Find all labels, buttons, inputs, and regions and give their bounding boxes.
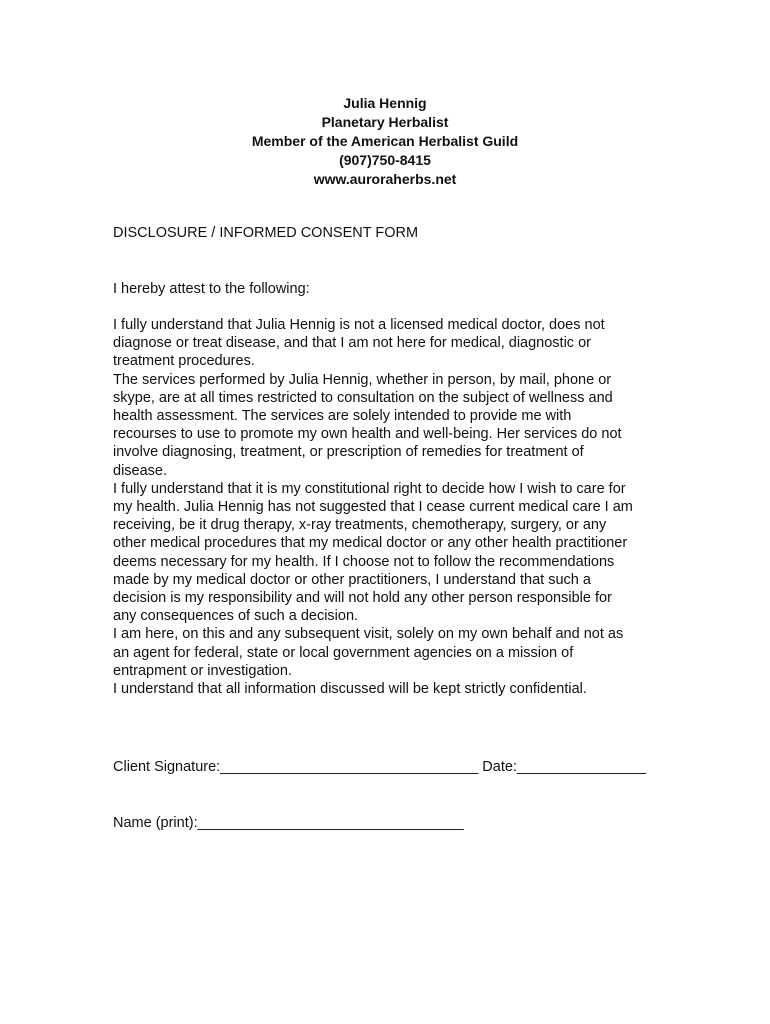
body-line: I fully understand that it is my constitutional right to decide how I wish to care for (113, 480, 626, 497)
body-line: made by my medical doctor or other practitioners, I understand that such a (113, 571, 591, 588)
body-line: I understand that all information discussed will be kept strictly confidential. (113, 681, 587, 698)
body-line: recourses to use to promote my own health and well-being. Her services do not (113, 426, 622, 443)
body-line: decision is my responsibility and will not hold any other person responsible for (113, 590, 612, 607)
attestation-intro: I hereby attest to the following: (113, 281, 310, 297)
body-line: The services performed by Julia Hennig, whether in person, by mail, phone or (113, 371, 612, 388)
body-line: diagnose or treat disease, and that I am not here for medical, diagnostic or (113, 335, 591, 352)
body-line: I am here, on this and any subsequent visit, solely on my own behalf and not as (113, 626, 624, 643)
website-url: www.auroraherbs.net (313, 171, 457, 187)
body-line: any consequences of such a decision. (113, 608, 359, 625)
body-line: treatment procedures. (113, 353, 255, 370)
body-line: skype, are at all times restricted to consultation on the subject of wellness and (113, 389, 613, 406)
date-field[interactable]: Date:________________ (482, 759, 646, 775)
attestation-body (113, 316, 673, 698)
body-line: health assessment. The services are solely intended to provide me with (113, 408, 572, 425)
form-title: DISCLOSURE / INFORMED CONSENT FORM (113, 225, 419, 241)
body-line: I fully understand that Julia Hennig is not a licensed medical doctor, does not (113, 317, 605, 333)
body-line: entrapment or investigation. (113, 662, 292, 679)
body-line: other medical procedures that my medical doctor or any other health practitioner (113, 535, 628, 552)
body-line: my health. Julia Hennig has not suggested that I cease current medical care I am (113, 499, 633, 516)
name-print-field[interactable]: Name (print):_________________________________ (113, 815, 464, 831)
body-line: deems necessary for my health. If I choose not to follow the recommendations (113, 553, 615, 570)
letterhead (0, 94, 770, 189)
phone-number: (907)750-8415 (339, 152, 431, 168)
practitioner-name: Julia Hennig (343, 95, 427, 111)
body-line: receiving, be it drug therapy, x-ray treatments, chemotherapy, surgery, or any (113, 517, 607, 534)
signature-row (113, 758, 646, 777)
guild-membership: Member of the American Herbalist Guild (251, 133, 519, 149)
body-line: disease. (113, 462, 168, 479)
practitioner-title: Planetary Herbalist (321, 114, 449, 130)
client-signature-field[interactable]: Client Signature:________________________________ (113, 759, 479, 775)
name-print-row (113, 814, 464, 833)
body-line: involve diagnosing, treatment, or prescription of remedies for treatment of (113, 444, 584, 461)
body-line: an agent for federal, state or local government agencies on a mission of (113, 644, 574, 661)
